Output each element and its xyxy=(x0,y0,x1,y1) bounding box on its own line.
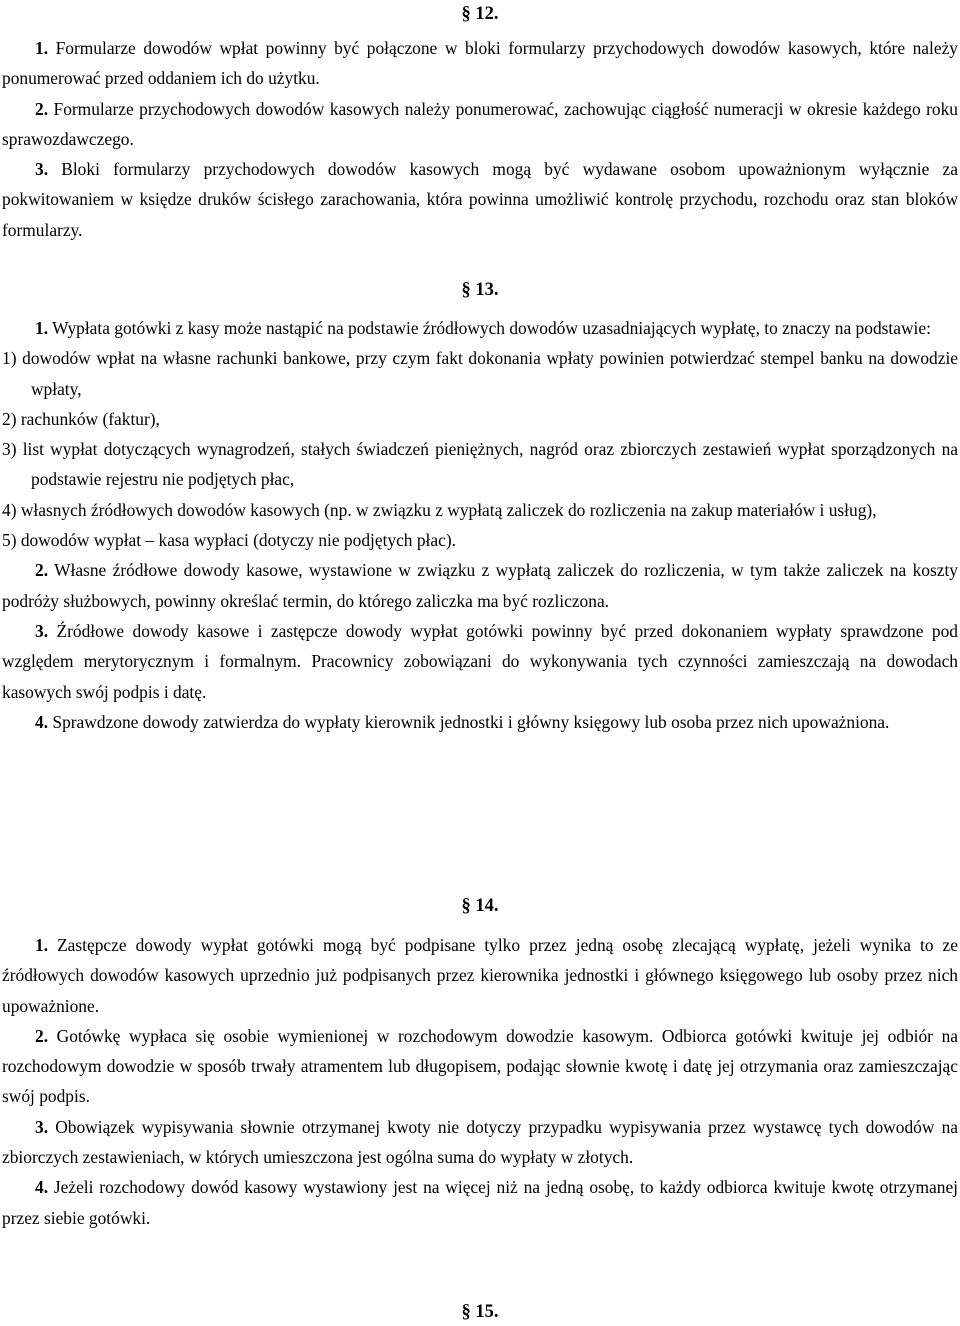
para-number: 3. xyxy=(35,1116,49,1137)
section-14-para-4 xyxy=(2,1172,958,1233)
para-text: Wypłata gotówki z kasy może nastąpić na podstawie źródłowych dowodów uzasadniających wypłatę, to znaczy na podstawie: xyxy=(48,318,931,338)
para-text: Gotówkę wypłaca się osobie wymienionej w rozchodowym dowodzie kasowym. Odbiorca gotówki kwituje jej odbiór na rozchodowym dowodzie w sposób trwały atramentem lub długopisem, podając słownie kwotę i datę jej otrzymania oraz zamieszczając swój podpis. xyxy=(2,1025,958,1107)
section-14-para-1 xyxy=(2,930,958,1021)
para-text: Zastępcze dowody wypłat gotówki mogą być podpisane tylko przez jedną osobę zlecającą wypłatę, jeżeli wynika to ze źródłowych dowodów kasowych uprzednio już podpisanych przez kierownika jednostki i głównego księgowego lub osoby przez nich upoważnione. xyxy=(2,935,958,1016)
para-number: 4. xyxy=(35,1177,49,1198)
section-15-heading: § 15. xyxy=(461,1302,499,1322)
section-13-para-3 xyxy=(2,616,958,707)
para-number: 2. xyxy=(35,98,49,119)
list-item: 2) rachunków (faktur), xyxy=(2,408,160,429)
para-number: 4. xyxy=(35,711,49,732)
section-13-para-2 xyxy=(2,555,958,616)
para-number: 3. xyxy=(35,620,49,641)
para-number: 1. xyxy=(35,38,49,58)
list-item: 3) list wypłat dotyczących wynagrodzeń, stałych świadczeń pieniężnych, nagród oraz zbiorczych zestawień wypłat sporządzonych na podstawie rejestru nie podjętych płac, xyxy=(2,439,958,490)
para-text: Formularze przychodowych dowodów kasowych należy ponumerować, zachowując ciągłość numeracji w okresie każdego roku sprawozdawczego. xyxy=(2,98,958,149)
list-item: 4) własnych źródłowych dowodów kasowych (np. w związku z wypłatą zaliczek do rozliczenia na zakup materiałów i usług), xyxy=(2,499,877,520)
section-13-para-4 xyxy=(2,707,958,737)
para-number: 2. xyxy=(35,560,49,581)
source-documents-list xyxy=(2,343,958,555)
section-12-para-3 xyxy=(2,154,958,245)
section-14-heading: § 14. xyxy=(461,896,499,916)
para-text: Własne źródłowe dowody kasowe, wystawione w związku z wypłatą zaliczek do rozliczenia, w tym także zaliczek na koszty podróży służbowych, powinny określać termin, do którego zaliczka ma być rozliczona. xyxy=(2,560,958,611)
list-item: 1) dowodów wpłat na własne rachunki bankowe, przy czym fakt dokonania wpłaty powinien potwierdzać stempel banku na dowodzie wpłaty, xyxy=(2,348,958,399)
section-14-body xyxy=(2,930,958,1233)
section-12-para-1 xyxy=(2,33,958,94)
para-number: 3. xyxy=(35,159,49,180)
list-item: 5) dowodów wypłat – kasa wypłaci (dotyczy nie podjętych płac). xyxy=(2,530,456,551)
section-12-body xyxy=(2,33,958,245)
para-text: Sprawdzone dowody zatwierdza do wypłaty kierownik jednostki i główny księgowy lub osoba przez nich upoważniona. xyxy=(48,711,890,732)
para-text: Jeżeli rozchodowy dowód kasowy wystawiony jest na więcej niż na jedną osobę, to każdy odbiorca kwituje kwotę otrzymanej przez siebie gotówki. xyxy=(2,1177,958,1228)
para-number: 1. xyxy=(35,935,49,955)
section-13-heading: § 13. xyxy=(461,280,499,300)
para-text: Obowiązek wypisywania słownie otrzymanej kwoty nie dotyczy przypadku wypisywania przez wystawcę tych dowodów na zbiorczych zestawieniach, w których umieszczona jest ogólna suma do wypłaty w złotych. xyxy=(2,1116,958,1168)
para-text: Bloki formularzy przychodowych dowodów kasowych mogą być wydawane osobom upoważnionym wyłącznie za pokwitowaniem w księdze druków ścisłego zarachowania, która powinna umożliwić kontrolę przychodu, rozchodu oraz stan bloków formularzy. xyxy=(2,159,958,240)
section-14-para-2 xyxy=(2,1021,958,1112)
section-12-heading: § 12. xyxy=(461,4,499,24)
section-12-para-2 xyxy=(2,94,958,155)
section-13-para-1 xyxy=(2,313,958,343)
para-number: 1. xyxy=(35,318,49,338)
para-text: Źródłowe dowody kasowe i zastępcze dowody wypłat gotówki powinny być przed dokonaniem wypłaty sprawdzone pod względem merytorycznym i formalnym. Pracownicy zobowiązani do wykonywania tych czynności zamieszczają na dowodach kasowych swój podpis i datę. xyxy=(2,620,958,702)
para-number: 2. xyxy=(35,1025,49,1046)
para-text: Formularze dowodów wpłat powinny być połączone w bloki formularzy przychodowych dowodów kasowych, które należy ponumerować przed oddaniem ich do użytku. xyxy=(2,38,958,89)
section-13-body xyxy=(2,313,958,737)
section-14-para-3 xyxy=(2,1112,958,1173)
